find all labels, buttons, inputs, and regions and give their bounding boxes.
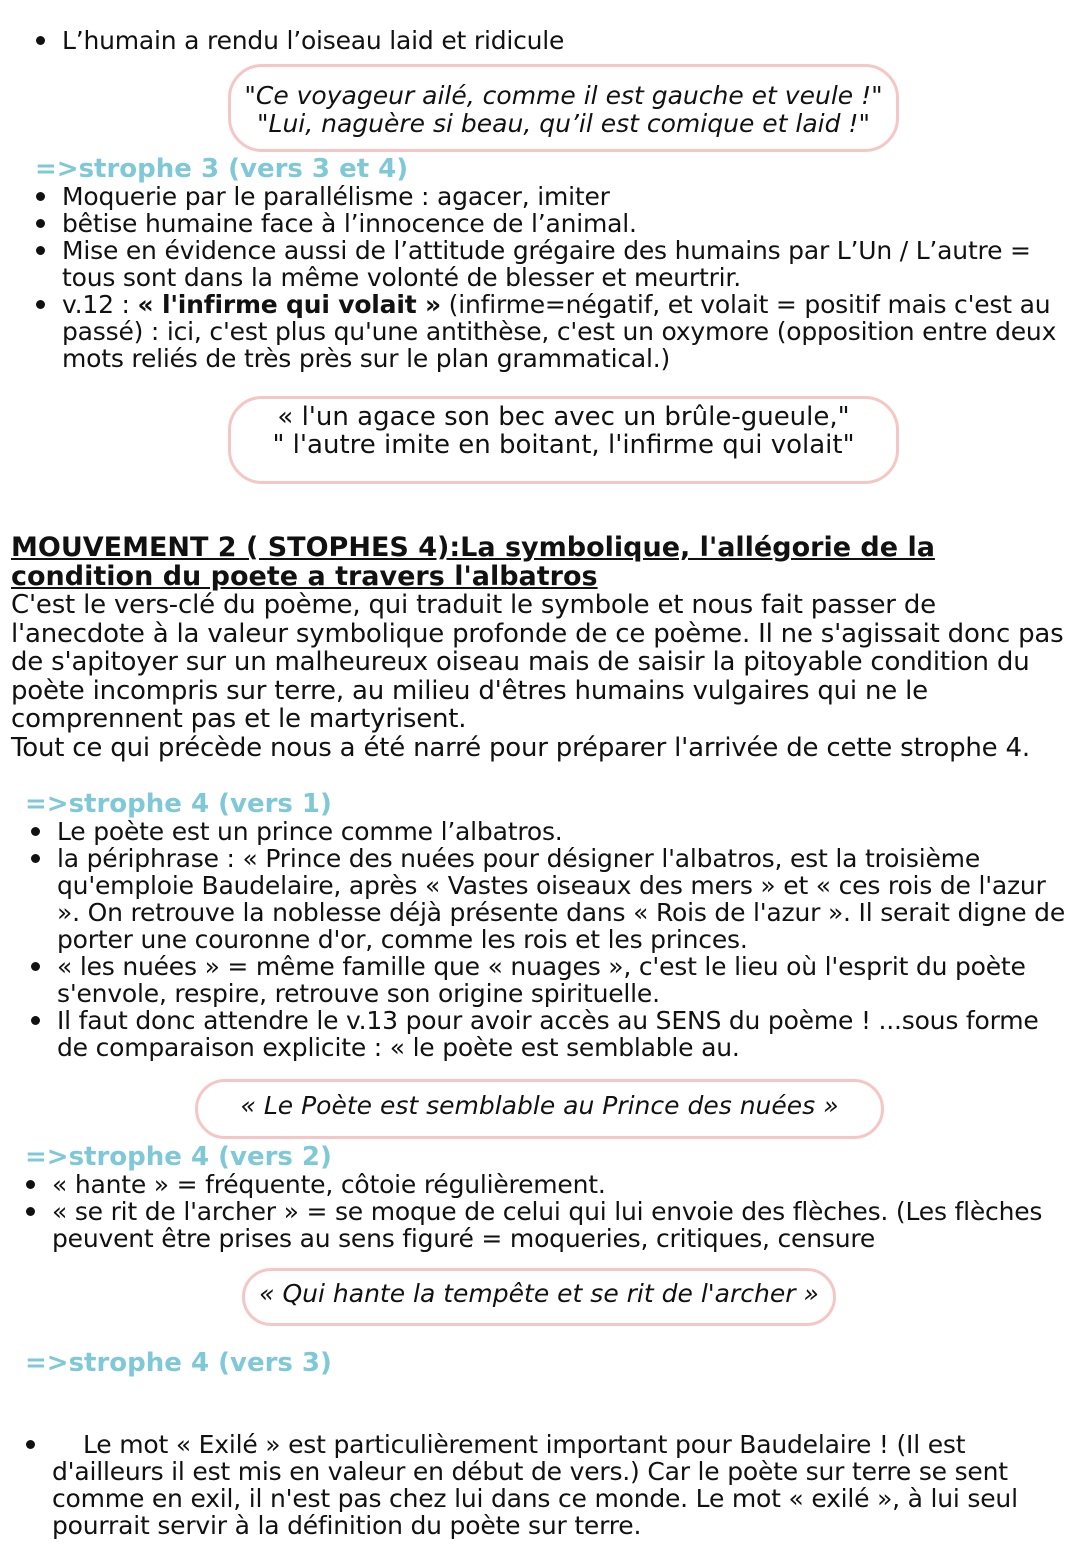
list-item: Mise en évidence aussi de l’attitude grégaire des humains par L’Un / L’autre = tous sont dans la même volonté de blesser et meurtrir.	[62, 237, 1062, 291]
quote-line: "Lui, naguère si beau, qu’il est comique et laid !"	[257, 109, 870, 138]
list-item: Le poète est un prince comme l’albatros.	[57, 818, 1067, 845]
quote-box-4	[242, 1268, 836, 1326]
paragraph: Tout ce qui précède nous a été narré pour préparer l'arrivée de cette strophe 4.	[11, 732, 1030, 763]
list-item	[62, 291, 1062, 372]
list-item: L’humain a rendu l’oiseau laid et ridicule	[62, 27, 1062, 54]
quote-box-3	[195, 1079, 884, 1139]
quote-line: « l'un agace son bec avec un brûle-gueule,"	[277, 402, 850, 432]
subheading-strophe4-v1: =>strophe 4 (vers 1)	[25, 789, 332, 819]
subheading-strophe3: =>strophe 3 (vers 3 et 4)	[35, 154, 409, 184]
quote-box-1	[228, 64, 899, 152]
list-item: Moquerie par le parallélisme : agacer, imiter	[62, 183, 1062, 210]
paragraph: C'est le vers-clé du poème, qui traduit le symbole et nous fait passer de l'anecdote à la valeur symbolique profonde de ce poème. Il ne s'agissait donc pas de s'apitoyer sur un malheureux oiseau mais de saisir la pitoyable condition du poète incompris sur terre, au milieu d'êtres humains vulgaires qui ne le comprennent pas et le martyrisent.	[11, 590, 1064, 734]
subheading-strophe4-v3: =>strophe 4 (vers 3)	[25, 1348, 332, 1378]
movement2-body	[11, 591, 1071, 762]
top-bullet-list	[62, 27, 1062, 54]
strophe4-v1-bullet-list	[57, 818, 1067, 1061]
list-item: « se rit de l'archer » = se moque de celui qui lui envoie des flèches. (Les flèches peuvent être prises au sens figuré = moqueries, critiques, censure	[52, 1198, 1067, 1252]
strophe3-bullet-list	[62, 183, 1062, 372]
list-item: Le mot « Exilé » est particulièrement important pour Baudelaire ! (Il est d'ailleurs il est mis en valeur en début de vers.) Car le poète sur terre se sent comme en exil, il n'est pas chez lui dans ce monde. Le mot « exilé », à lui seul pourrait servir à la définition du poète sur terre.	[52, 1431, 1052, 1539]
section-heading: MOUVEMENT 2 ( STOPHES 4):La symbolique, l'allégorie de la condition du poete a travers l'albatros	[11, 532, 935, 592]
subheading-strophe4-v2: =>strophe 4 (vers 2)	[25, 1142, 332, 1172]
quote-line: « Qui hante la tempête et se rit de l'archer »	[259, 1279, 819, 1308]
bullet-bold-quote: « l'infirme qui volait »	[137, 290, 441, 319]
strophe4-v2-bullet-list	[52, 1171, 1067, 1252]
quote-line: « Le Poète est semblable au Prince des nuées »	[240, 1091, 839, 1120]
bullet-prefix: v.12 :	[62, 290, 138, 319]
strophe4-v3-bullet-list	[52, 1377, 1052, 1566]
list-item: Il faut donc attendre le v.13 pour avoir accès au SENS du poème ! ...sous forme de comparaison explicite : « le poète est semblable au.	[57, 1007, 1067, 1061]
list-item: la périphrase : « Prince des nuées pour désigner l'albatros, est la troisième qu'emploie Baudelaire, après « Vastes oiseaux des mers » et « ces rois de l'azur ». On retrouve la noblesse déjà présente dans « Rois de l'azur ». Il serait digne de porter une couronne d'or, comme les rois et les princes.	[57, 844, 1066, 954]
quote-box-2	[228, 396, 899, 484]
bullet-rest: (infirme=négatif, et volait = positif mais c'est au passé) : ici, c'est plus qu'une antithèse, c'est un oxymore (opposition entre deux mots reliés de très près sur le plan grammatical.)	[62, 290, 1057, 373]
list-item: bêtise humaine face à l’innocence de l’animal.	[62, 210, 1062, 237]
list-item: « hante » = fréquente, côtoie régulièrement.	[52, 1171, 1067, 1198]
quote-line: "Ce voyageur ailé, comme il est gauche et veule !"	[244, 81, 883, 110]
list-item: « les nuées » = même famille que « nuages », c'est le lieu où l'esprit du poète s'envole, respire, retrouve son origine spirituelle.	[57, 953, 1067, 1007]
quote-line: " l'autre imite en boitant, l'infirme qui volait"	[272, 430, 855, 460]
